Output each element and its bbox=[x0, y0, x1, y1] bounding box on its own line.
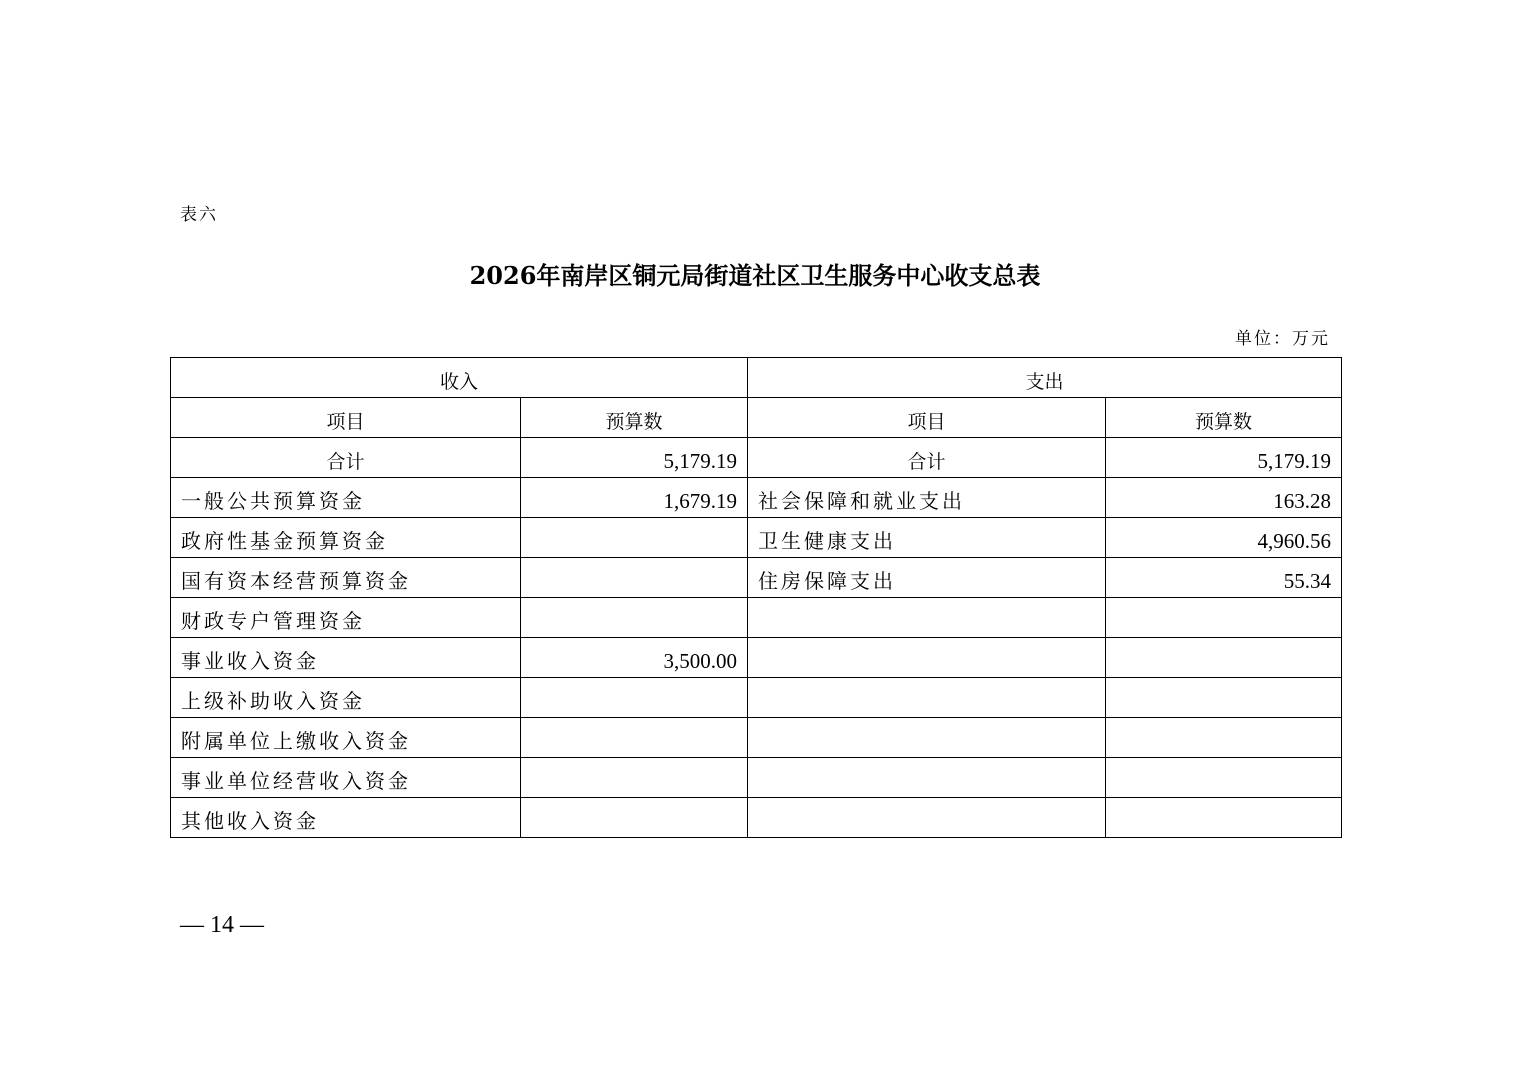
table-row bbox=[171, 518, 1342, 558]
expense-item-cell bbox=[748, 718, 1106, 758]
income-value-cell: 1,679.19 bbox=[521, 478, 748, 518]
expense-value-cell: 163.28 bbox=[1106, 478, 1342, 518]
income-item-cell: 上级补助收入资金 bbox=[171, 678, 521, 718]
table-row bbox=[171, 678, 1342, 718]
page-number: — 14 — bbox=[180, 912, 264, 938]
unit-note: 单位：万元 bbox=[1235, 329, 1330, 349]
expense-item-cell: 卫生健康支出 bbox=[748, 518, 1106, 558]
income-value-cell bbox=[521, 718, 748, 758]
income-value-cell: 3,500.00 bbox=[521, 638, 748, 678]
table-label: 表六 bbox=[180, 205, 218, 225]
expense-budget-header: 预算数 bbox=[1106, 398, 1342, 438]
total-row bbox=[171, 438, 1342, 478]
document-title: 2026年南岸区铜元局街道社区卫生服务中心收支总表 bbox=[469, 261, 1041, 290]
income-item-header: 项目 bbox=[171, 398, 521, 438]
expense-item-cell bbox=[748, 798, 1106, 838]
table-row bbox=[171, 598, 1342, 638]
income-total-value: 5,179.19 bbox=[521, 438, 748, 478]
table-row bbox=[171, 758, 1342, 798]
income-item-cell: 政府性基金预算资金 bbox=[171, 518, 521, 558]
expense-value-cell bbox=[1106, 718, 1342, 758]
income-item-cell: 事业单位经营收入资金 bbox=[171, 758, 521, 798]
income-item-cell: 一般公共预算资金 bbox=[171, 478, 521, 518]
expense-item-cell bbox=[748, 758, 1106, 798]
expense-value-cell: 4,960.56 bbox=[1106, 518, 1342, 558]
income-budget-header: 预算数 bbox=[521, 398, 748, 438]
income-value-cell bbox=[521, 678, 748, 718]
income-value-cell bbox=[521, 558, 748, 598]
income-item-cell: 财政专户管理资金 bbox=[171, 598, 521, 638]
expense-value-cell: 55.34 bbox=[1106, 558, 1342, 598]
budget-summary-table bbox=[170, 357, 1342, 838]
column-header-row bbox=[171, 398, 1342, 438]
expense-item-cell: 住房保障支出 bbox=[748, 558, 1106, 598]
expense-total-value: 5,179.19 bbox=[1106, 438, 1342, 478]
income-item-cell: 附属单位上缴收入资金 bbox=[171, 718, 521, 758]
expense-value-cell bbox=[1106, 598, 1342, 638]
table-row bbox=[171, 798, 1342, 838]
expense-value-cell bbox=[1106, 798, 1342, 838]
expense-value-cell bbox=[1106, 758, 1342, 798]
expense-item-cell bbox=[748, 638, 1106, 678]
income-total-label: 合计 bbox=[171, 438, 521, 478]
table-row bbox=[171, 478, 1342, 518]
expense-section-header: 支出 bbox=[748, 358, 1342, 398]
expense-total-label: 合计 bbox=[748, 438, 1106, 478]
table-body bbox=[171, 478, 1342, 838]
table-row bbox=[171, 718, 1342, 758]
income-section-header: 收入 bbox=[171, 358, 748, 398]
table-row bbox=[171, 558, 1342, 598]
expense-value-cell bbox=[1106, 678, 1342, 718]
expense-item-cell bbox=[748, 598, 1106, 638]
expense-item-cell bbox=[748, 678, 1106, 718]
table-row bbox=[171, 638, 1342, 678]
income-value-cell bbox=[521, 598, 748, 638]
income-item-cell: 事业收入资金 bbox=[171, 638, 521, 678]
section-header-row bbox=[171, 358, 1342, 398]
income-value-cell bbox=[521, 798, 748, 838]
income-item-cell: 其他收入资金 bbox=[171, 798, 521, 838]
expense-value-cell bbox=[1106, 638, 1342, 678]
income-item-cell: 国有资本经营预算资金 bbox=[171, 558, 521, 598]
income-value-cell bbox=[521, 518, 748, 558]
expense-item-cell: 社会保障和就业支出 bbox=[748, 478, 1106, 518]
expense-item-header: 项目 bbox=[748, 398, 1106, 438]
income-value-cell bbox=[521, 758, 748, 798]
